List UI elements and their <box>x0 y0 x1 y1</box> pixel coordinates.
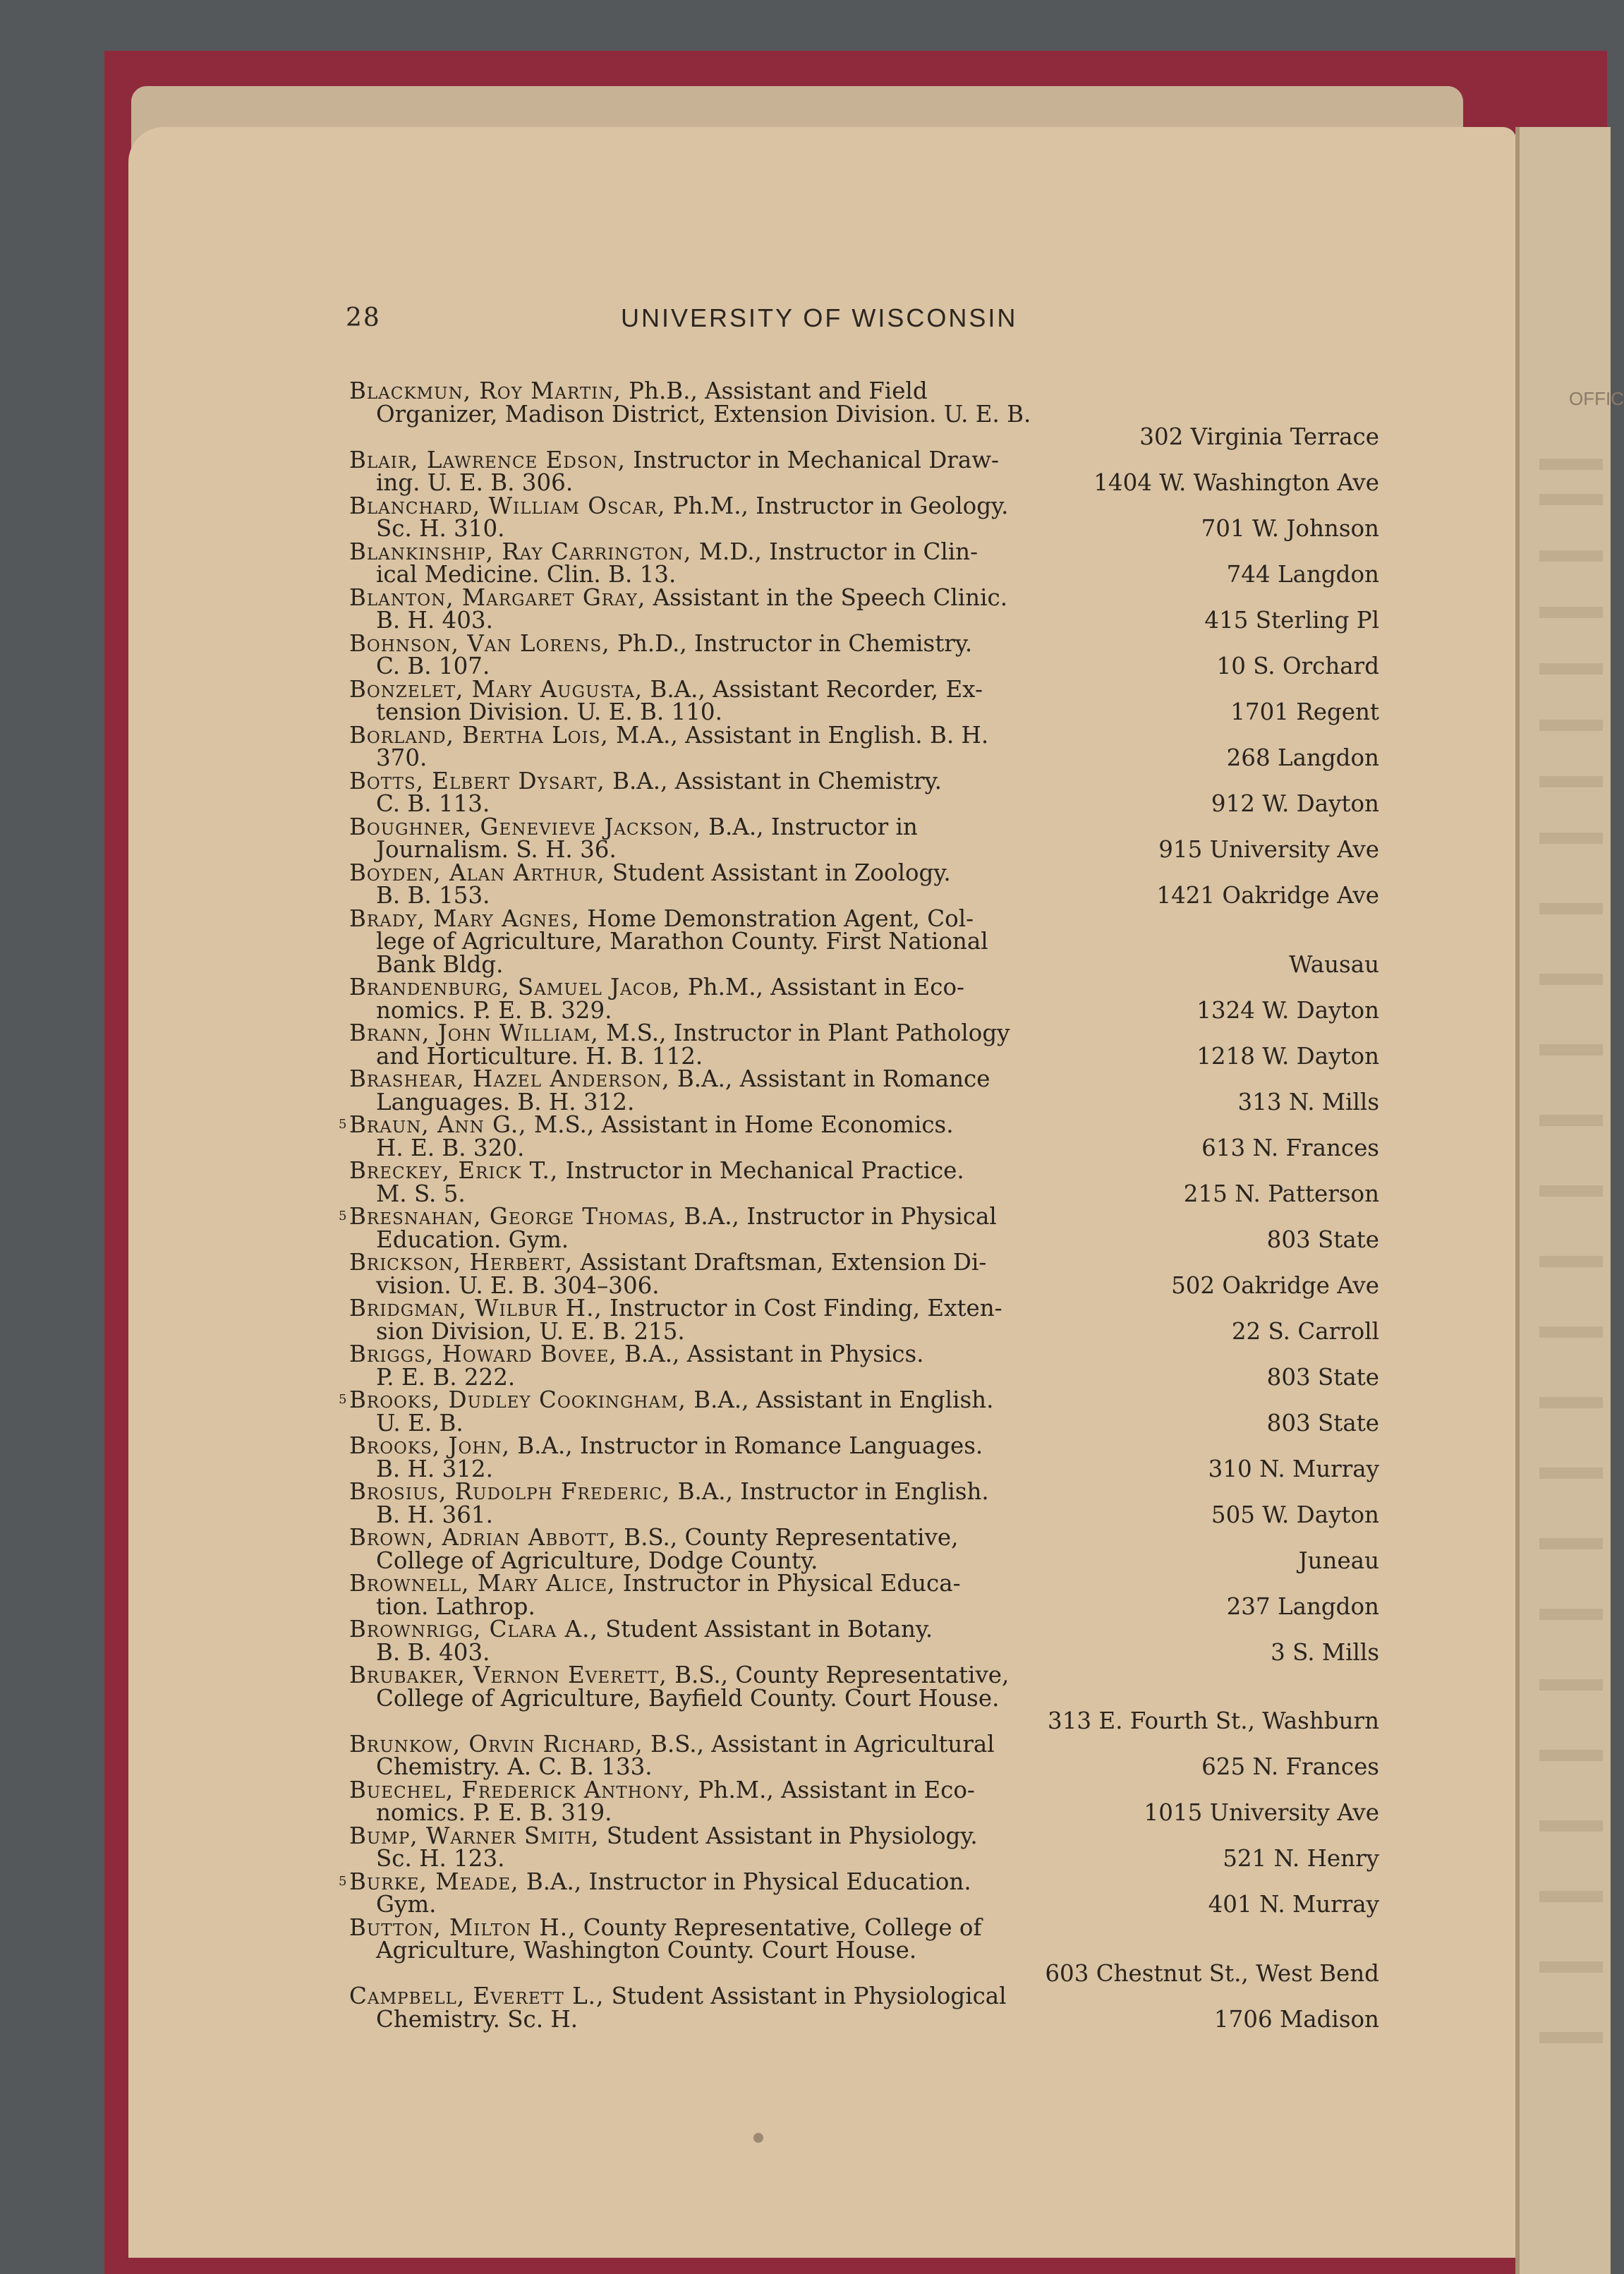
facing-page-text-line <box>1539 607 1603 618</box>
entry-first-line <box>349 1251 1161 1274</box>
entry-continuation-line <box>349 563 1187 586</box>
entry-line-text: M.D., Instructor in Clin- <box>698 538 978 565</box>
facing-page-text-line <box>1539 1326 1603 1338</box>
entry-address: 915 University Ave <box>1158 836 1379 863</box>
entry-line-text: Student Assistant in Physiological <box>611 1983 1007 2009</box>
entry-first-line <box>349 1618 1161 1641</box>
page-number: 28 <box>346 303 381 332</box>
entry-first-line <box>349 1386 1161 1413</box>
page-dot-mark <box>753 2133 763 2143</box>
entry-name: Button, Milton H., <box>349 1913 576 1941</box>
entry-line-text: nomics. P. E. B. 329. <box>376 996 612 1024</box>
entry-first-line <box>349 1776 1161 1803</box>
entry-continuation-line <box>349 1228 1187 1252</box>
footnote-marker: 5 <box>339 1392 347 1407</box>
entry-address: 625 N. Frances <box>1201 1753 1379 1780</box>
entry-continuation-line <box>349 1180 1187 1207</box>
directory-entries <box>339 377 1379 2033</box>
directory-entry <box>349 1022 1379 1068</box>
entry-address: 701 W. Johnson <box>1201 515 1379 542</box>
entry-first-line <box>349 1526 1161 1549</box>
entry-continuation-line <box>349 1939 1187 1962</box>
entry-line-text: 370. <box>376 744 428 771</box>
entry-address: 1218 W. Dayton <box>1196 1042 1379 1070</box>
entry-line-text: B. B. 153. <box>376 882 490 909</box>
facing-page-text-line <box>1539 1256 1603 1267</box>
entry-line-text: P. E. B. 222. <box>376 1363 516 1391</box>
entry-address: 613 N. Frances <box>1201 1134 1379 1161</box>
entry-address: 302 Virginia Terrace <box>1139 423 1379 450</box>
entry-first-line <box>349 446 1161 473</box>
entry-continuation-line <box>349 1893 1187 1916</box>
entry-address: 313 N. Mills <box>1237 1088 1379 1115</box>
entry-address: 603 Chestnut St., West Bend <box>1045 1959 1379 1987</box>
footnote-marker: 5 <box>339 1209 347 1223</box>
entry-continuation-line <box>349 1684 1187 1712</box>
entry-line-text: C. B. 107. <box>376 653 490 679</box>
entry-continuation-line <box>349 884 1187 907</box>
directory-entry <box>339 1203 1379 1253</box>
entry-line-text: Ph.B., Assistant and Field <box>629 377 928 404</box>
entry-continuation-line <box>349 1549 1187 1573</box>
entry-line-text: C. B. 113. <box>376 790 490 817</box>
entry-name: Brandenburg, Samuel Jacob, <box>349 974 681 1000</box>
directory-entry <box>349 1343 1379 1389</box>
facing-page-edge <box>1515 127 1624 2274</box>
directory-entry <box>339 1386 1379 1437</box>
entry-address: 415 Sterling Pl <box>1204 607 1379 634</box>
entry-line-text: Bank Bldg. <box>376 950 504 978</box>
entry-name: Campbell, Everett L., <box>349 1983 605 2009</box>
entry-line-text: tension Division. U. E. B. 110. <box>376 698 722 725</box>
entry-address: 313 E. Fourth St., Washburn <box>1048 1707 1379 1734</box>
entry-line-text: Agriculture, Washington County. Court House. <box>376 1937 917 1964</box>
entry-name: Brownrigg, Clara A., <box>349 1616 598 1643</box>
entry-line-text: B.A., Instructor in <box>708 813 918 840</box>
directory-entry <box>349 976 1379 1022</box>
entry-name: Breckey, Erick T., <box>349 1157 559 1184</box>
entry-name: Brady, Mary Agnes, <box>349 905 580 932</box>
entry-address: 1706 Madison <box>1213 2005 1379 2033</box>
entry-continuation-line <box>349 471 1187 495</box>
entry-address: Wausau <box>1289 950 1379 978</box>
entry-line-text: Education. Gym. <box>376 1226 569 1253</box>
facing-page-text-line <box>1539 1961 1603 1973</box>
facing-page-text-line <box>1539 903 1603 914</box>
entry-name: Brubaker, Vernon Everett, <box>349 1662 667 1688</box>
entry-first-line <box>349 1022 1161 1045</box>
entry-continuation-line <box>349 746 1187 770</box>
entry-name: Brunkow, Orvin Richard, <box>349 1730 643 1758</box>
directory-entry <box>349 583 1379 634</box>
entry-continuation-line <box>349 1271 1187 1299</box>
entry-line-text: Gym. <box>376 1891 437 1918</box>
entry-first-line <box>349 377 1161 404</box>
entry-address: 310 N. Murray <box>1208 1455 1379 1482</box>
directory-entry <box>349 1159 1379 1205</box>
entry-first-line <box>349 1664 1161 1687</box>
entry-continuation-line <box>349 1755 1187 1779</box>
entry-first-line <box>349 907 1161 931</box>
footnote-marker: 5 <box>339 1873 347 1889</box>
entry-address: 505 W. Dayton <box>1211 1501 1379 1528</box>
entry-address: 502 Oakridge Ave <box>1171 1271 1379 1299</box>
entry-name: Blackmun, Roy Martin, <box>349 377 622 404</box>
entry-line-text: M.S., Assistant in Home Economics. <box>533 1111 954 1138</box>
entry-first-line <box>349 767 1161 794</box>
entry-continuation-line <box>349 609 1187 632</box>
facing-page-text-line <box>1539 1750 1603 1761</box>
entry-line-text: Student Assistant in Botany. <box>605 1616 933 1643</box>
entry-continuation-line <box>349 930 1187 953</box>
entry-line-text: M.A., Assistant in English. B. H. <box>616 721 989 749</box>
running-title: UNIVERSITY OF WISCONSIN <box>621 303 1018 332</box>
facing-page-text-line <box>1539 550 1603 562</box>
entry-name: Blanton, Margaret Gray, <box>349 583 646 611</box>
entry-continuation-line <box>349 517 1187 540</box>
entry-name: Botts, Elbert Dysart, <box>349 767 605 794</box>
directory-entry <box>349 492 1379 542</box>
entry-line-text: College of Agriculture, Bayfield County. Court House. <box>376 1684 1000 1712</box>
entry-line-text: B.A., Assistant in Chemistry. <box>612 767 942 794</box>
entry-continuation-line <box>349 1409 1187 1437</box>
directory-entry <box>349 446 1379 496</box>
entry-first-line <box>349 1434 1161 1458</box>
entry-address: 3 S. Mills <box>1271 1638 1379 1666</box>
entry-line-text: County Representative, College of <box>583 1913 982 1941</box>
entry-address: Juneau <box>1298 1547 1379 1574</box>
entry-continuation-line <box>349 698 1187 725</box>
entry-name: Brown, Adrian Abbott, <box>349 1524 617 1551</box>
entry-address: 237 Langdon <box>1226 1592 1379 1620</box>
directory-entry <box>349 1730 1379 1780</box>
entry-name: Brosius, Rudolph Frederic, <box>349 1478 671 1505</box>
entry-line-text: B. H. 403. <box>376 607 493 634</box>
entry-continuation-line <box>349 1638 1187 1666</box>
entry-continuation-line <box>349 1042 1187 1070</box>
entry-line-text: B.S., Assistant in Agricultural <box>650 1730 995 1758</box>
entry-address: 803 State <box>1266 1409 1379 1437</box>
entry-name: Bohnson, Van Lorens, <box>349 629 610 657</box>
directory-entry <box>349 1985 1379 2031</box>
entry-continuation-line <box>349 1455 1187 1482</box>
entry-continuation-line <box>349 2005 1187 2033</box>
entry-line-text: M. S. 5. <box>376 1180 466 1207</box>
entry-first-line <box>349 1297 1161 1320</box>
entry-line-text: Student Assistant in Zoology. <box>612 859 951 886</box>
entry-line-text: Sc. H. 123. <box>376 1845 505 1872</box>
entry-line-text: B.A., Instructor in Romance Languages. <box>517 1432 983 1459</box>
entry-address: 401 N. Murray <box>1208 1891 1379 1918</box>
facing-page-text-line <box>1539 663 1603 675</box>
directory-entry <box>349 1297 1379 1343</box>
entry-line-text: sion Division, U. E. B. 215. <box>376 1317 685 1345</box>
facing-page-text-line <box>1539 1679 1603 1691</box>
entry-address: 10 S. Orchard <box>1216 653 1379 679</box>
entry-line-text: and Horticulture. H. B. 112. <box>376 1042 703 1070</box>
entry-line-text: Ph.M., Assistant in Eco- <box>698 1776 975 1803</box>
entry-address: 803 State <box>1266 1363 1379 1391</box>
directory-entry <box>339 1111 1379 1161</box>
entry-name: Briggs, Howard Bovee, <box>349 1341 617 1367</box>
entry-name: Blair, Lawrence Edson, <box>349 446 626 473</box>
entry-address: 215 N. Patterson <box>1183 1180 1379 1207</box>
entry-continuation-line <box>349 1363 1187 1391</box>
facing-page-text-line <box>1539 1185 1603 1197</box>
entry-line-text: Sc. H. 310. <box>376 515 505 542</box>
entry-first-line <box>349 1572 1161 1595</box>
entry-line-text: M.S., Instructor in Plant Pathology <box>606 1020 1010 1046</box>
facing-page-text-line <box>1539 1891 1603 1902</box>
entry-first-line <box>349 1343 1161 1366</box>
entry-line-text: Languages. B. H. 312. <box>376 1088 635 1115</box>
directory-entry <box>349 1776 1379 1826</box>
entry-name: Boughner, Genevieve Jackson, <box>349 813 701 840</box>
directory-entry <box>349 1822 1379 1872</box>
entry-line-text: Instructor in Cost Finding, Exten- <box>610 1295 1002 1322</box>
directory-entry <box>349 1913 1379 1987</box>
entry-first-line <box>349 1822 1161 1849</box>
directory-entry <box>339 1868 1379 1918</box>
entry-continuation-line <box>349 792 1187 816</box>
entry-line-text: Chemistry. A. C. B. 133. <box>376 1753 653 1780</box>
entry-name: Brooks, John, <box>349 1432 510 1459</box>
entry-continuation-line <box>349 1847 1187 1870</box>
entry-first-line <box>349 813 1161 840</box>
entry-address: 1324 W. Dayton <box>1196 996 1379 1024</box>
entry-line-text: Ph.M., Instructor in Geology. <box>672 492 1009 519</box>
facing-page-text-line <box>1539 1538 1603 1549</box>
entry-continuation-line <box>349 1134 1187 1161</box>
entry-name: Borland, Bertha Lois, <box>349 721 609 749</box>
entry-first-line <box>349 1730 1161 1758</box>
entry-line-text: College of Agriculture, Dodge County. <box>376 1547 818 1574</box>
entry-line-text: Journalism. S. H. 36. <box>376 836 617 863</box>
entry-line-text: Student Assistant in Physiology. <box>606 1822 978 1849</box>
facing-page-text-line <box>1539 1609 1603 1620</box>
facing-page-text-line <box>1539 1468 1603 1479</box>
entry-first-line <box>349 1985 1161 2008</box>
entry-line-text: H. E. B. 320. <box>376 1134 525 1161</box>
directory-entry <box>349 767 1379 817</box>
facing-page-text-line <box>1539 1397 1603 1408</box>
entry-name: Braun, Ann G., <box>349 1111 527 1138</box>
entry-name: Brashear, Hazel Anderson, <box>349 1065 670 1092</box>
entry-address: 744 Langdon <box>1226 561 1379 588</box>
entry-line-text: nomics. P. E. B. 319. <box>376 1799 612 1826</box>
entry-line-text: tion. Lathrop. <box>376 1592 535 1620</box>
entry-line-text: B. H. 361. <box>376 1501 493 1528</box>
entry-name: Bonzelet, Mary Augusta, <box>349 675 643 703</box>
directory-entry <box>349 861 1379 907</box>
entry-name: Brickson, Herbert, <box>349 1249 574 1276</box>
entry-address: 803 State <box>1266 1226 1379 1253</box>
directory-entry <box>349 675 1379 725</box>
facing-page-text-line <box>1539 2032 1603 2043</box>
entry-continuation-line <box>349 1801 1187 1825</box>
directory-entry <box>349 721 1379 771</box>
entry-first-line <box>349 492 1161 519</box>
facing-page-text-line <box>1539 1820 1603 1832</box>
entry-name: Bresnahan, George Thomas, <box>349 1203 677 1230</box>
entry-continuation-line <box>349 996 1187 1024</box>
entry-name: Buechel, Frederick Anthony, <box>349 1776 691 1803</box>
entry-name: Brooks, Dudley Cookingham, <box>349 1386 686 1413</box>
entry-line-text: B.A., Assistant in English. <box>693 1386 994 1413</box>
entry-address: 912 W. Dayton <box>1211 790 1379 817</box>
facing-page-text-line <box>1539 494 1603 505</box>
entry-line-text: B.S., County Representative, <box>624 1524 959 1551</box>
entry-first-line <box>349 1065 1161 1092</box>
entry-line-text: Organizer, Madison District, Extension Division. U. E. B. <box>376 400 1031 428</box>
entry-continuation-line <box>349 1317 1187 1345</box>
entry-line-text: lege of Agriculture, Marathon County. First National <box>376 928 988 955</box>
entry-line-text: B.A., Assistant Recorder, Ex- <box>650 675 983 703</box>
entry-continuation-line <box>349 655 1187 678</box>
entry-continuation-line <box>349 1592 1187 1620</box>
entry-first-line <box>349 1913 1161 1941</box>
directory-entry <box>349 1480 1379 1526</box>
entry-line-text: Instructor in Mechanical Draw- <box>633 446 1000 473</box>
facing-page-text-line <box>1539 776 1603 787</box>
directory-entry <box>349 1251 1379 1297</box>
entry-first-line <box>349 1113 1161 1137</box>
entry-line-text: B.A., Instructor in Physical Education. <box>526 1868 971 1895</box>
entry-address: 1015 University Ave <box>1144 1799 1379 1826</box>
entry-line-text: ical Medicine. Clin. B. 13. <box>376 561 677 588</box>
entry-first-line <box>349 976 1161 999</box>
entry-line-text: Instructor in Physical Educa- <box>622 1570 961 1597</box>
entry-first-line <box>349 540 1161 564</box>
entry-continuation-line <box>349 1088 1187 1115</box>
directory-entry <box>349 1434 1379 1480</box>
entry-line-text: Ph.M., Assistant in Eco- <box>687 974 965 1000</box>
entry-name: Blankinship, Ray Carrington, <box>349 538 692 565</box>
entry-line-text: Assistant in the Speech Clinic. <box>653 583 1008 611</box>
entry-first-line <box>349 629 1161 657</box>
directory-entry <box>349 907 1379 976</box>
directory-entry <box>349 1065 1379 1115</box>
entry-line-text: B.A., Instructor in English. <box>677 1478 989 1505</box>
entry-line-text: B.A., Assistant in Physics. <box>624 1341 924 1367</box>
directory-entry <box>349 540 1379 586</box>
entry-continuation-line <box>349 400 1187 428</box>
entry-first-line <box>349 861 1161 885</box>
entry-line-text: Instructor in Mechanical Practice. <box>565 1157 964 1184</box>
directory-entry <box>349 1526 1379 1572</box>
facing-page-text-line <box>1539 459 1603 470</box>
entry-name: Brownell, Mary Alice, <box>349 1570 616 1597</box>
entry-line-text: Home Demonstration Agent, Col- <box>587 905 974 932</box>
facing-page-heading: OFFIC <box>1569 388 1624 409</box>
entry-first-line <box>349 1480 1161 1504</box>
directory-entry <box>349 1664 1379 1733</box>
entry-address: 1421 Oakridge Ave <box>1156 882 1379 909</box>
entry-name: Bridgman, Wilbur H., <box>349 1295 602 1322</box>
facing-page-text-line <box>1539 1044 1603 1056</box>
entry-first-line <box>349 721 1161 749</box>
entry-line-text: vision. U. E. B. 304–306. <box>376 1271 660 1299</box>
entry-name: Brann, John William, <box>349 1020 599 1046</box>
entry-first-line <box>349 675 1161 703</box>
entry-address: 1404 W. Washington Ave <box>1093 469 1379 496</box>
facing-page-text-line <box>1539 1115 1603 1126</box>
directory-entry <box>349 377 1379 450</box>
entry-name: Bump, Warner Smith, <box>349 1822 600 1849</box>
entry-name: Blanchard, William Oscar, <box>349 492 666 519</box>
entry-name: Boyden, Alan Arthur, <box>349 859 605 886</box>
entry-line-text: B.S., County Representative, <box>674 1662 1010 1688</box>
entry-line-text: U. E. B. <box>376 1409 463 1437</box>
entry-continuation-line <box>349 838 1187 861</box>
entry-line-text: B. B. 403. <box>376 1638 490 1666</box>
entry-name: Burke, Meade, <box>349 1868 519 1895</box>
entry-first-line <box>349 583 1161 611</box>
entry-address: 521 N. Henry <box>1223 1845 1379 1872</box>
footnote-marker: 5 <box>339 1117 347 1132</box>
entry-line-text: Assistant Draftsman, Extension Di- <box>580 1249 987 1276</box>
facing-page-text-line <box>1539 974 1603 985</box>
directory-entry <box>349 1618 1379 1664</box>
facing-page-text-line <box>1539 833 1603 844</box>
directory-entry <box>349 629 1379 679</box>
entry-first-line <box>349 1205 1161 1228</box>
entry-continuation-line <box>349 1501 1187 1528</box>
entry-line-text: B.A., Assistant in Romance <box>677 1065 990 1092</box>
entry-line-text: Chemistry. Sc. H. <box>376 2005 578 2033</box>
directory-entry <box>349 1572 1379 1618</box>
entry-line-text: B. H. 312. <box>376 1455 493 1482</box>
entry-line-text: B.A., Instructor in Physical <box>684 1203 997 1230</box>
entry-continuation-line <box>349 950 1187 978</box>
entry-line-text: ing. U. E. B. 306. <box>376 469 574 496</box>
entry-first-line <box>349 1159 1161 1183</box>
entry-address: 1701 Regent <box>1230 698 1379 725</box>
entry-address: 268 Langdon <box>1226 744 1379 771</box>
facing-page-text-line <box>1539 720 1603 731</box>
entry-first-line <box>349 1870 1161 1894</box>
directory-entry <box>349 813 1379 863</box>
entry-line-text: Ph.D., Instructor in Chemistry. <box>617 629 973 657</box>
entry-address: 22 S. Carroll <box>1231 1317 1379 1345</box>
